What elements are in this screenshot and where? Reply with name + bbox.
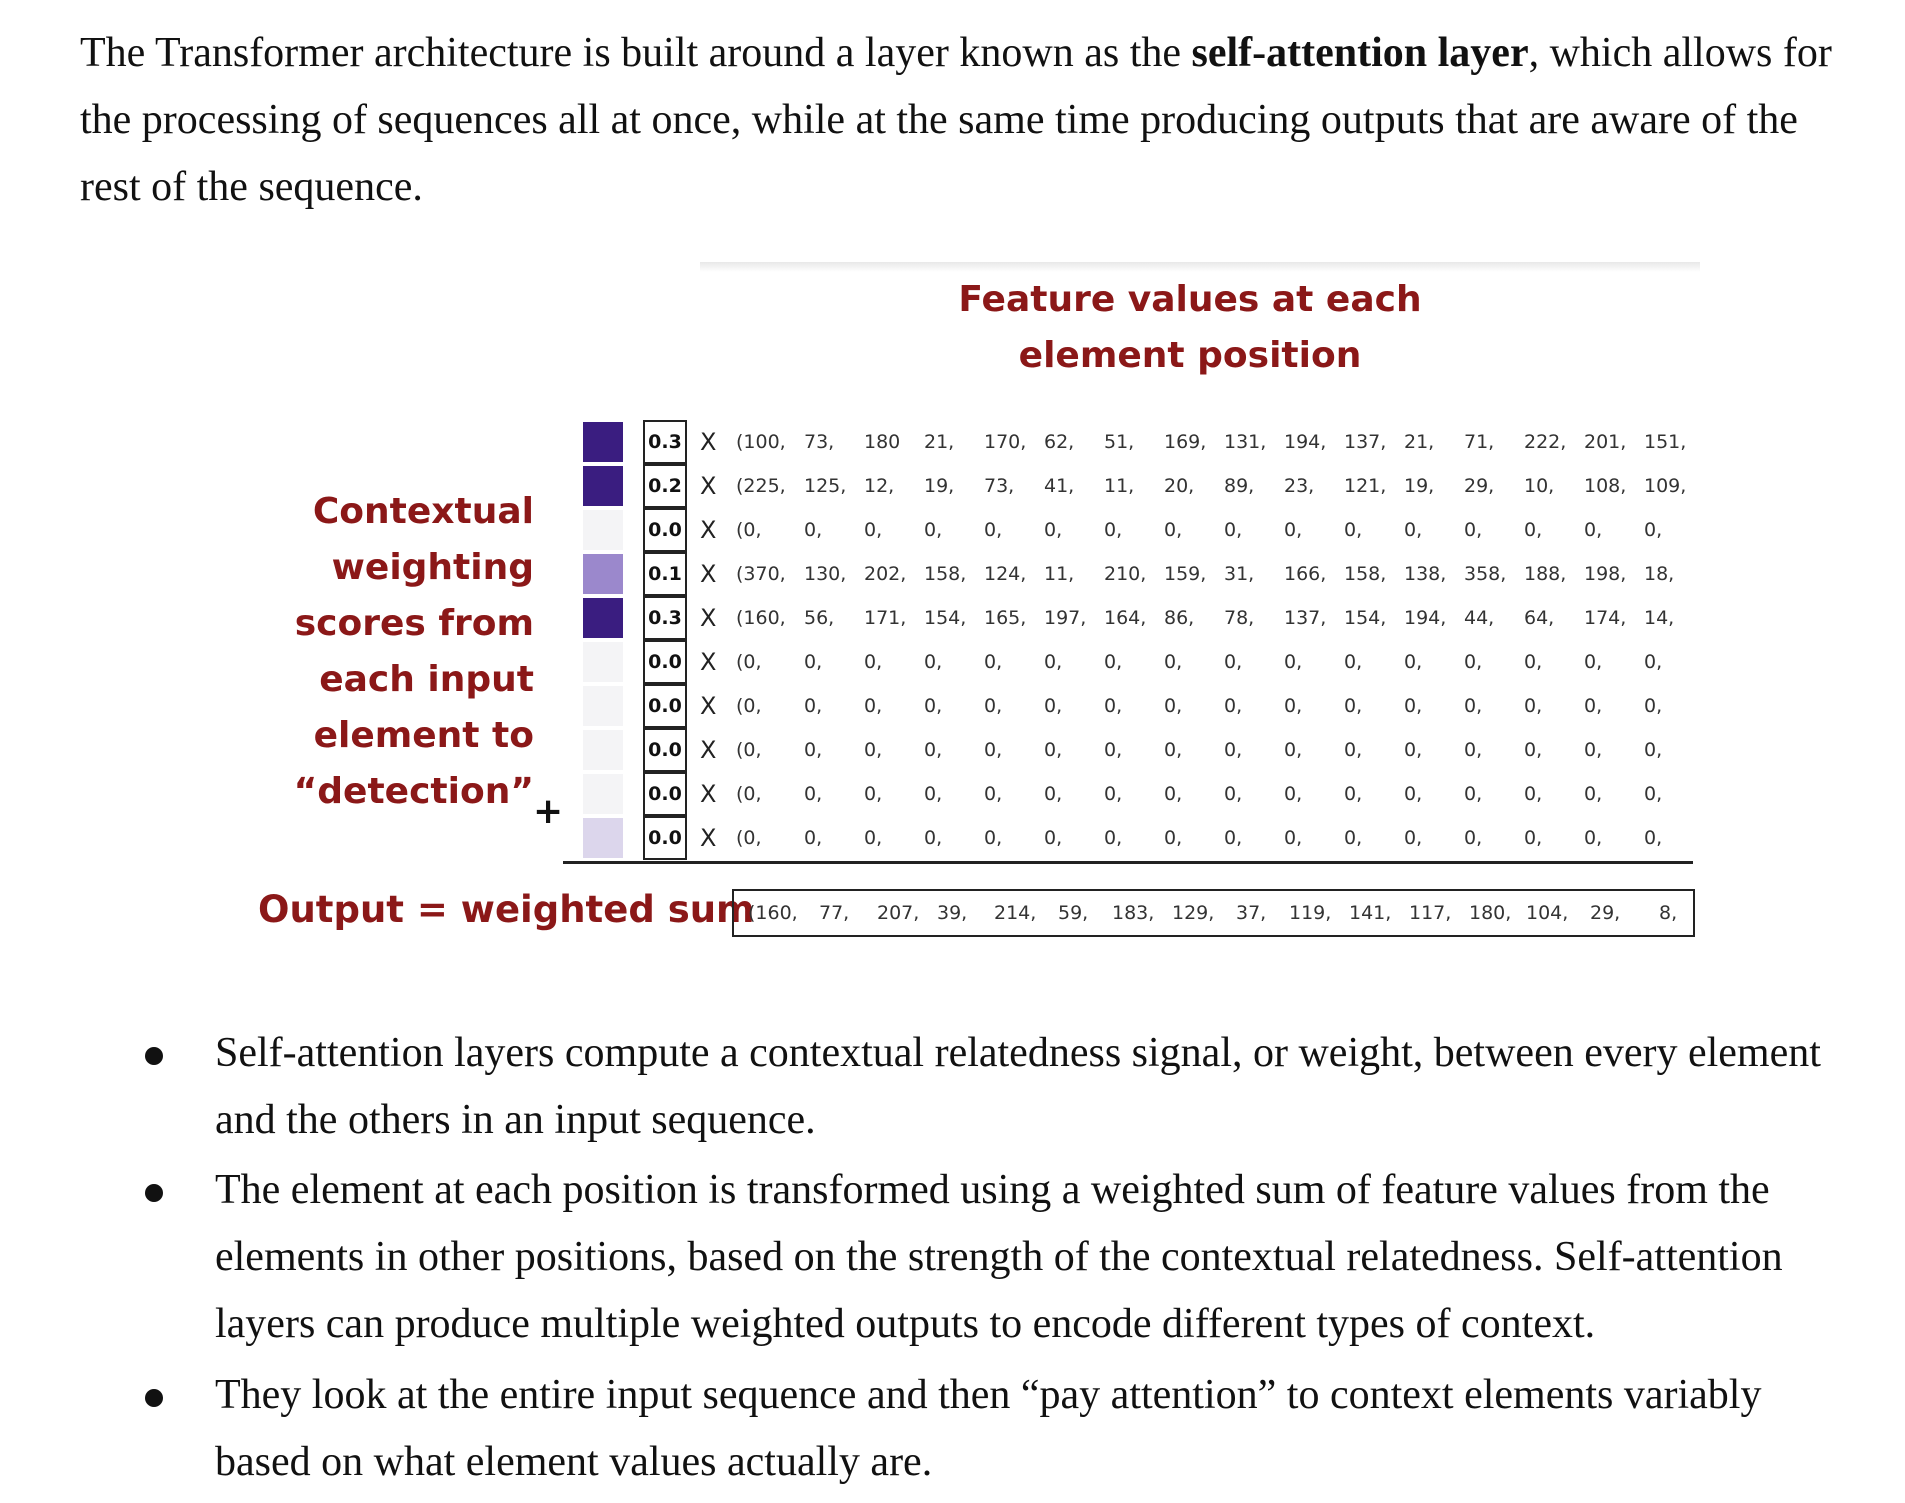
output-value: 117, (1409, 902, 1452, 924)
feature-value: 0, (1284, 827, 1303, 849)
feature-value: 21, (924, 431, 955, 453)
output-value: 180, (1469, 902, 1512, 924)
feature-value: 154, (1344, 607, 1387, 629)
feature-value: 197, (1044, 607, 1087, 629)
feature-value: 154, (924, 607, 967, 629)
feature-value: 0, (1464, 651, 1483, 673)
feature-value: 158, (1344, 563, 1387, 585)
feature-value: 0, (1164, 739, 1183, 761)
feature-value: (0, (736, 783, 762, 805)
feature-value: 0, (1524, 739, 1543, 761)
feature-value: 0, (1584, 519, 1603, 541)
multiply-symbol: X (700, 472, 717, 500)
feature-value: 0, (1584, 827, 1603, 849)
bullet-item (215, 1020, 1865, 1154)
feature-value: 0, (984, 519, 1003, 541)
feature-value: 0, (1284, 519, 1303, 541)
weight-value-box: 0.0 (643, 640, 687, 684)
bullet-text: They look at the entire input sequence and then “pay attention” to context elements variably based on what element values actually are. (215, 1372, 1762, 1485)
feature-value: 201, (1584, 431, 1627, 453)
feature-value: 31, (1224, 563, 1255, 585)
feature-value: 89, (1224, 475, 1255, 497)
feature-value: (225, (736, 475, 786, 497)
feature-value: 0, (864, 783, 883, 805)
weight-value-box: 0.2 (643, 464, 687, 508)
feature-value: 0, (1404, 739, 1423, 761)
output-value: 39, (937, 902, 968, 924)
feature-value: 130, (804, 563, 847, 585)
feature-value: 0, (1344, 783, 1363, 805)
feature-value: 0, (1464, 783, 1483, 805)
feature-value: 0, (924, 783, 943, 805)
weighted-row (583, 684, 1683, 728)
feature-value: 0, (1284, 739, 1303, 761)
output-value: 129, (1172, 902, 1215, 924)
output-value: 8, (1659, 902, 1678, 924)
feature-value: 137, (1344, 431, 1387, 453)
weight-color-swatch (583, 818, 623, 858)
weight-color-swatch (583, 774, 623, 814)
bullet-dot (145, 1184, 163, 1202)
feature-value: 51, (1104, 431, 1135, 453)
feature-value: 0, (1404, 695, 1423, 717)
feature-value: 171, (864, 607, 907, 629)
feature-value: 0, (924, 519, 943, 541)
feature-value: 0, (1464, 739, 1483, 761)
weight-value-box: 0.0 (643, 684, 687, 728)
multiply-symbol: X (700, 428, 717, 456)
feature-value: 0, (1164, 827, 1183, 849)
feature-value: 0, (1224, 651, 1243, 673)
feature-value: 0, (804, 651, 823, 673)
feature-value: 165, (984, 607, 1027, 629)
feature-value: 0, (1344, 739, 1363, 761)
feature-value: 170, (984, 431, 1027, 453)
feature-value: 0, (1164, 651, 1183, 673)
weighted-row (583, 640, 1683, 684)
feature-value: 0, (1284, 695, 1303, 717)
feature-value: 71, (1464, 431, 1495, 453)
feature-value: 159, (1164, 563, 1207, 585)
feature-value: 0, (864, 695, 883, 717)
feature-value: 78, (1224, 607, 1255, 629)
feature-value: 0, (1524, 783, 1543, 805)
feature-value: (100, (736, 431, 786, 453)
feature-value: 12, (864, 475, 895, 497)
weighted-row (583, 552, 1683, 596)
feature-value: 73, (984, 475, 1015, 497)
feature-value: 0, (1464, 519, 1483, 541)
figure-top-shade (700, 262, 1700, 272)
feature-value: 0, (1584, 651, 1603, 673)
feature-value: 0, (1344, 695, 1363, 717)
feature-value: 0, (984, 695, 1003, 717)
feature-value: 0, (1644, 695, 1663, 717)
feature-value: 11, (1104, 475, 1135, 497)
intro-paragraph (80, 20, 1860, 221)
feature-value: 358, (1464, 563, 1507, 585)
feature-value: 0, (1224, 827, 1243, 849)
output-value: 119, (1289, 902, 1332, 924)
weighted-row (583, 728, 1683, 772)
feature-value: 0, (924, 651, 943, 673)
feature-value: 41, (1044, 475, 1075, 497)
feature-value: 0, (1644, 519, 1663, 541)
feature-value: 0, (1044, 739, 1063, 761)
output-value: 104, (1526, 902, 1569, 924)
feature-value: 138, (1404, 563, 1447, 585)
weighted-row (583, 508, 1683, 552)
plus-sign: + (533, 791, 564, 832)
feature-value: 0, (1644, 827, 1663, 849)
output-value: 37, (1236, 902, 1267, 924)
feature-value: 23, (1284, 475, 1315, 497)
weight-color-swatch (583, 686, 623, 726)
feature-value: 0, (1584, 783, 1603, 805)
feature-value: (160, (736, 607, 786, 629)
feature-value: 0, (1224, 783, 1243, 805)
self-attention-figure (250, 262, 1705, 982)
weight-color-swatch (583, 554, 623, 594)
feature-value: 0, (1404, 827, 1423, 849)
feature-value: 194, (1284, 431, 1327, 453)
feature-value: 0, (1584, 739, 1603, 761)
output-label: Output = weighted sum (258, 888, 755, 931)
feature-value: 0, (1164, 695, 1183, 717)
multiply-symbol: X (700, 560, 717, 588)
feature-value: 121, (1344, 475, 1387, 497)
feature-value: 0, (1104, 651, 1123, 673)
feature-value: 0, (1284, 651, 1303, 673)
feature-value: 0, (1044, 651, 1063, 673)
feature-value: 194, (1404, 607, 1447, 629)
sum-rule (563, 861, 1693, 864)
feature-value: 21, (1404, 431, 1435, 453)
feature-value: 14, (1644, 607, 1675, 629)
feature-value: 0, (864, 519, 883, 541)
feature-value: 0, (804, 519, 823, 541)
feature-value: 44, (1464, 607, 1495, 629)
feature-value: 188, (1524, 563, 1567, 585)
feature-value: 0, (1404, 783, 1423, 805)
feature-value: 0, (1104, 783, 1123, 805)
feature-value: 0, (1164, 519, 1183, 541)
feature-value: 180 (864, 431, 901, 453)
output-value: 183, (1112, 902, 1155, 924)
feature-value: 0, (1344, 827, 1363, 849)
weight-color-swatch (583, 466, 623, 506)
feature-value: 86, (1164, 607, 1195, 629)
weighted-row (583, 596, 1683, 640)
multiply-symbol: X (700, 780, 717, 808)
feature-value: 0, (1644, 651, 1663, 673)
weight-value-box: 0.1 (643, 552, 687, 596)
multiply-symbol: X (700, 516, 717, 544)
feature-value: 0, (1404, 651, 1423, 673)
feature-value: 0, (924, 695, 943, 717)
feature-value: 0, (1524, 695, 1543, 717)
feature-values-title: Feature values at each element position (958, 279, 1422, 376)
feature-value: 0, (1104, 739, 1123, 761)
feature-value: 0, (1104, 695, 1123, 717)
contextual-weighting-label: Contextual weighting scores from each input element to “detection” (293, 491, 534, 812)
feature-value: 0, (1044, 695, 1063, 717)
multiply-symbol: X (700, 692, 717, 720)
output-box (732, 889, 1695, 937)
weight-value-box: 0.0 (643, 508, 687, 552)
feature-value: (0, (736, 519, 762, 541)
feature-value: 0, (804, 827, 823, 849)
bullet-text: Self-attention layers compute a contextual relatedness signal, or weight, between every element and the others in an input sequence. (215, 1030, 1821, 1143)
multiply-symbol: X (700, 648, 717, 676)
weight-value-box: 0.3 (643, 596, 687, 640)
output-value: (160, (748, 902, 798, 924)
feature-value: 0, (1224, 739, 1243, 761)
feature-value: 0, (1104, 827, 1123, 849)
feature-value: 0, (1104, 519, 1123, 541)
weighted-row (583, 772, 1683, 816)
feature-value: 29, (1464, 475, 1495, 497)
weight-value-box: 0.3 (643, 420, 687, 464)
weight-color-swatch (583, 510, 623, 550)
feature-value: 0, (984, 651, 1003, 673)
feature-value: 0, (1284, 783, 1303, 805)
intro-text-after: , which allows for the processing of sequences all at once, while at the same time producing outputs that are aware of the rest of the sequence. (80, 30, 1832, 210)
feature-value: 151, (1644, 431, 1687, 453)
feature-value: 125, (804, 475, 847, 497)
multiply-symbol: X (700, 736, 717, 764)
feature-value: (370, (736, 563, 786, 585)
feature-value: 0, (1404, 519, 1423, 541)
feature-value: 131, (1224, 431, 1267, 453)
feature-value: 64, (1524, 607, 1555, 629)
feature-value: 0, (864, 827, 883, 849)
bullet-dot (145, 1389, 163, 1407)
feature-value: 10, (1524, 475, 1555, 497)
feature-value: 0, (1644, 739, 1663, 761)
feature-value: 0, (1524, 651, 1543, 673)
weight-value-box: 0.0 (643, 816, 687, 860)
feature-value: 124, (984, 563, 1027, 585)
feature-value: 169, (1164, 431, 1207, 453)
bullet-dot (145, 1047, 163, 1065)
feature-value: 0, (1224, 695, 1243, 717)
feature-value: 19, (924, 475, 955, 497)
feature-value: 0, (864, 651, 883, 673)
feature-value: 109, (1644, 475, 1687, 497)
feature-value: 0, (924, 827, 943, 849)
feature-value: (0, (736, 827, 762, 849)
weight-value-box: 0.0 (643, 772, 687, 816)
feature-value: 56, (804, 607, 835, 629)
feature-value: 0, (804, 695, 823, 717)
feature-value: 0, (984, 739, 1003, 761)
bullet-item (215, 1157, 1865, 1358)
output-value: 214, (994, 902, 1037, 924)
output-value: 141, (1349, 902, 1392, 924)
weight-color-swatch (583, 422, 623, 462)
feature-value: 108, (1584, 475, 1627, 497)
feature-value: 0, (1524, 827, 1543, 849)
feature-value: 20, (1164, 475, 1195, 497)
multiply-symbol: X (700, 604, 717, 632)
feature-value: 0, (924, 739, 943, 761)
feature-value: 0, (1644, 783, 1663, 805)
feature-value: 0, (804, 739, 823, 761)
feature-value: 202, (864, 563, 907, 585)
feature-value: 0, (1044, 783, 1063, 805)
feature-value: 0, (1044, 827, 1063, 849)
feature-value: (0, (736, 651, 762, 673)
intro-text-bold: self-attention layer (1191, 30, 1529, 76)
weight-value-box: 0.0 (643, 728, 687, 772)
output-value: 207, (877, 902, 920, 924)
feature-value: 73, (804, 431, 835, 453)
weight-color-swatch (583, 730, 623, 770)
feature-value: 222, (1524, 431, 1567, 453)
feature-value: 0, (1224, 519, 1243, 541)
feature-value: 0, (1344, 519, 1363, 541)
feature-value: 210, (1104, 563, 1147, 585)
feature-value: 0, (984, 827, 1003, 849)
feature-value: (0, (736, 739, 762, 761)
intro-text-before: The Transformer architecture is built around a layer known as the (80, 30, 1192, 76)
feature-value: 11, (1044, 563, 1075, 585)
feature-value: 0, (1464, 695, 1483, 717)
feature-value: 0, (1044, 519, 1063, 541)
feature-value: 0, (1344, 651, 1363, 673)
feature-value: 18, (1644, 563, 1675, 585)
feature-value: 0, (1524, 519, 1543, 541)
feature-value: 174, (1584, 607, 1627, 629)
feature-value: (0, (736, 695, 762, 717)
weighted-row (583, 816, 1683, 860)
feature-value: 198, (1584, 563, 1627, 585)
feature-value: 0, (984, 783, 1003, 805)
feature-value: 164, (1104, 607, 1147, 629)
bullet-text: The element at each position is transformed using a weighted sum of feature values from the elements in other positions, based on the strength of the contextual relatedness. Self-attention layers can produce multiple weighted outputs to encode different types of context. (215, 1167, 1783, 1347)
feature-value: 166, (1284, 563, 1327, 585)
output-value: 77, (819, 902, 850, 924)
feature-value: 0, (1584, 695, 1603, 717)
feature-value: 0, (804, 783, 823, 805)
feature-value: 0, (864, 739, 883, 761)
feature-value: 62, (1044, 431, 1075, 453)
weight-color-swatch (583, 642, 623, 682)
weighted-row (583, 464, 1687, 508)
weighted-row (583, 420, 1687, 464)
bullet-item (215, 1362, 1865, 1496)
multiply-symbol: X (700, 824, 717, 852)
feature-value: 137, (1284, 607, 1327, 629)
feature-value: 158, (924, 563, 967, 585)
feature-value: 19, (1404, 475, 1435, 497)
output-value: 59, (1058, 902, 1089, 924)
output-value: 29, (1590, 902, 1621, 924)
weight-color-swatch (583, 598, 623, 638)
feature-value: 0, (1464, 827, 1483, 849)
feature-value: 0, (1164, 783, 1183, 805)
